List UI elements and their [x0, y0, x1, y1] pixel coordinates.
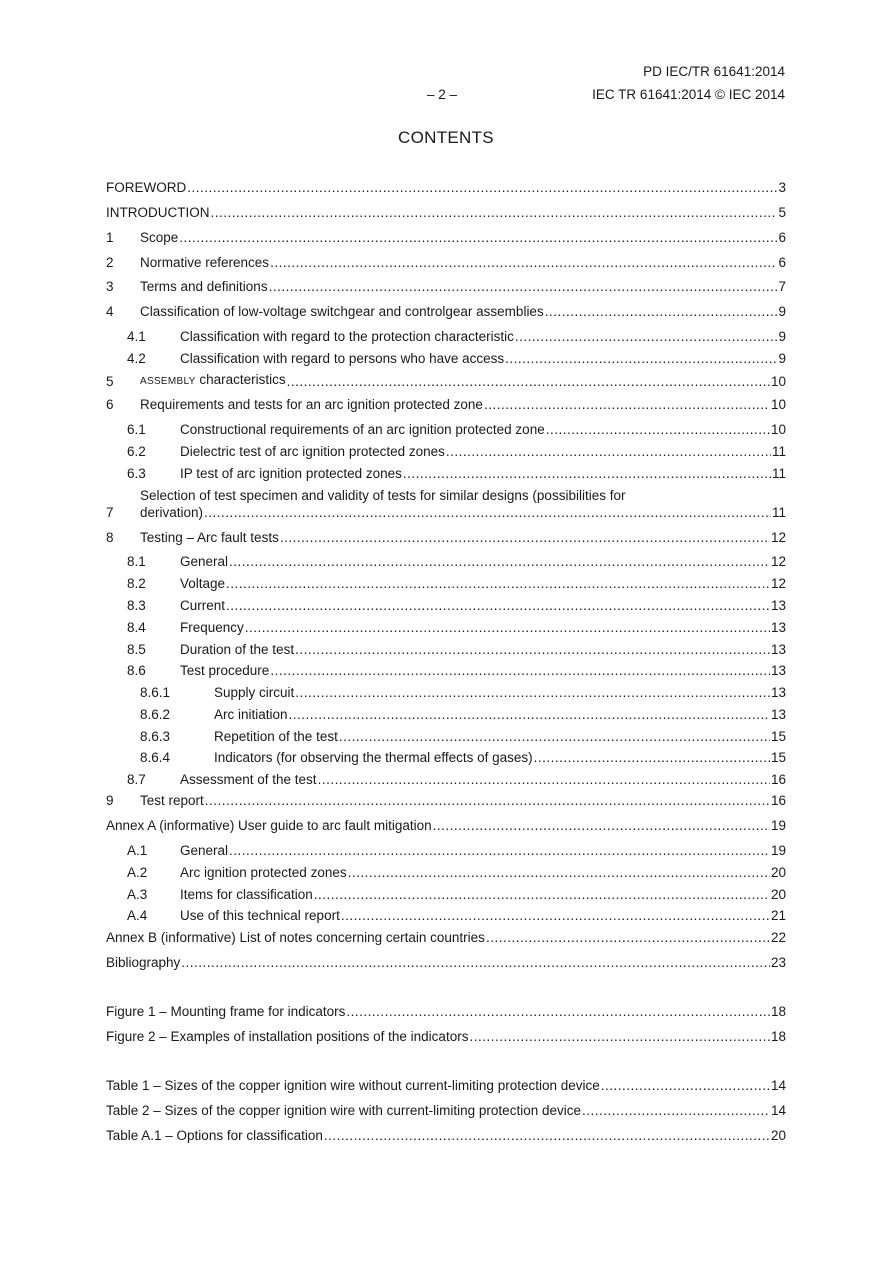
toc-entry-label-text: Scope [140, 230, 179, 245]
toc-entry-number: 8 [106, 530, 114, 545]
toc-entry-label-text: Normative references [140, 255, 270, 270]
toc-entry[interactable] [106, 465, 786, 482]
toc-entry-page: 6 [778, 255, 786, 270]
toc-entry-label-text: Figure 2 – Examples of installation positions of the indicators [106, 1029, 469, 1044]
toc-dot-leader [289, 706, 770, 723]
toc-entry-label [214, 684, 294, 701]
toc-entry[interactable] [106, 371, 786, 390]
toc-entry[interactable] [106, 1127, 786, 1144]
header-page-number: – 2 – [427, 87, 458, 102]
toc-dot-leader [545, 303, 778, 320]
toc-entry[interactable] [106, 728, 786, 745]
toc-entry-label [180, 350, 504, 367]
toc-entry-page: 10 [770, 397, 786, 412]
toc-entry-number: 3 [106, 279, 114, 294]
toc-entry-label-text: Table 1 – Sizes of the copper ignition wire without current-limiting protection device [106, 1078, 600, 1093]
toc-entry[interactable] [106, 1102, 786, 1119]
toc-entry[interactable] [106, 907, 786, 924]
toc-dot-leader [314, 886, 770, 903]
toc-entry-label-text: Testing – Arc fault tests [140, 530, 279, 545]
toc-entry-page: 9 [778, 351, 786, 366]
toc-entry-page: 12 [770, 576, 786, 591]
toc-entry-page: 14 [770, 1078, 786, 1093]
toc-dot-leader [515, 328, 778, 345]
toc-entry-label [180, 443, 445, 460]
toc-entry-page: 23 [770, 955, 786, 970]
toc-entry[interactable] [106, 641, 786, 658]
toc-entry-label-text: FOREWORD [106, 180, 187, 195]
toc-entry-label-text: Frequency [180, 620, 244, 635]
toc-entry-page: 18 [770, 1004, 786, 1019]
toc-dot-leader [295, 641, 770, 658]
toc-entry-number: 8.6 [127, 663, 146, 678]
toc-entry[interactable] [106, 553, 786, 570]
toc-entry-label [214, 728, 338, 745]
toc-entry-label-smallcaps: ASSEMBLY [140, 376, 196, 387]
toc-entry[interactable] [106, 303, 786, 320]
toc-entry-label [180, 575, 225, 592]
toc-entry-label-text: Annex A (informative) User guide to arc fault mitigation [106, 818, 432, 833]
toc-entry-label [140, 488, 626, 521]
toc-entry-page: 20 [770, 865, 786, 880]
toc-entry-page: 19 [770, 818, 786, 833]
toc-entry[interactable] [106, 575, 786, 592]
toc-entry-number: 6.1 [127, 422, 146, 437]
toc-dot-leader [601, 1077, 770, 1094]
toc-entry[interactable] [106, 954, 786, 971]
toc-entry-page: 13 [770, 663, 786, 678]
toc-entry[interactable] [106, 350, 786, 367]
toc-dot-leader [546, 421, 770, 438]
toc-entry-label-text: Test procedure [180, 663, 270, 678]
toc-entry-number: 8.6.3 [140, 729, 171, 744]
toc-dot-leader [318, 771, 770, 788]
toc-entry-label-text: Classification with regard to persons who have access [180, 351, 505, 366]
toc-dot-leader [226, 597, 770, 614]
toc-entry-label [140, 396, 483, 413]
toc-entry-page: 9 [778, 329, 786, 344]
toc-entry-label-text: Supply circuit [214, 685, 295, 700]
toc-entry[interactable] [106, 706, 786, 723]
toc-entry-label [214, 706, 288, 723]
toc-entry[interactable] [106, 817, 786, 834]
toc-entry-label [180, 465, 402, 482]
toc-entry-number: 8.6.1 [140, 685, 171, 700]
toc-entry[interactable] [106, 749, 786, 766]
toc-dot-leader [269, 278, 778, 295]
toc-dot-leader [181, 954, 770, 971]
toc-dot-leader [403, 465, 771, 482]
toc-entry-label-text: Figure 1 – Mounting frame for indicators [106, 1004, 346, 1019]
toc-dot-leader [226, 575, 770, 592]
toc-entry-number: 6 [106, 397, 114, 412]
toc-dot-leader [229, 842, 770, 859]
toc-entry-number: 8.3 [127, 598, 146, 613]
toc-entry-number: A.2 [127, 865, 148, 880]
toc-entry-number: 4.2 [127, 351, 146, 366]
toc-entry-label [180, 662, 269, 679]
toc-entry-label [140, 229, 178, 246]
toc-entry-page: 13 [770, 642, 786, 657]
toc-entry-label [140, 529, 279, 546]
toc-entry-number: 5 [106, 374, 114, 389]
toc-entry-label [180, 886, 313, 903]
toc-entry-number: 8.2 [127, 576, 146, 591]
toc-entry-label-rest: characteristics [195, 372, 286, 387]
toc-entry-label [180, 864, 347, 881]
toc-entry[interactable] [106, 488, 786, 521]
toc-entry-page: 3 [778, 180, 786, 195]
toc-entry-label-text: derivation) [140, 505, 204, 520]
toc-dot-leader [270, 254, 777, 271]
toc-entry-page: 9 [778, 304, 786, 319]
toc-entry-page: 6 [778, 230, 786, 245]
toc-entry-number: 8.5 [127, 642, 146, 657]
toc-entry-label-text: Duration of the test [180, 642, 295, 657]
toc-dot-leader [245, 619, 770, 636]
page-title: CONTENTS [398, 128, 494, 147]
toc-entry-label-text: Table 2 – Sizes of the copper ignition wire with current-limiting protection device [106, 1103, 581, 1118]
toc-entry-page: 20 [770, 1128, 786, 1143]
toc-entry-page: 13 [770, 598, 786, 613]
toc-entry-page: 7 [778, 279, 786, 294]
toc-entry-number: A.3 [127, 887, 148, 902]
toc-entry-number: 6.2 [127, 444, 146, 459]
toc-entry-label-text: INTRODUCTION [106, 205, 210, 220]
toc-entry[interactable] [106, 443, 786, 460]
toc-dot-leader [205, 792, 770, 809]
toc-dot-leader [295, 684, 770, 701]
toc-entry-page: 16 [770, 772, 786, 787]
toc-entry-label-text: Repetition of the test [214, 729, 338, 744]
toc-entry[interactable] [106, 328, 786, 345]
toc-entry-number: 8.7 [127, 772, 146, 787]
toc-entry-number: 8.1 [127, 554, 146, 569]
toc-entry-label-text: Classification of low-voltage switchgear and controlgear assemblies [140, 304, 544, 319]
toc-entry[interactable] [106, 1028, 786, 1045]
toc-entry-label [180, 842, 228, 859]
toc-entry[interactable] [106, 771, 786, 788]
toc-entry-label-text: Annex B (informative) List of notes concerning certain countries [106, 930, 485, 945]
toc-entry-label [180, 771, 317, 788]
toc-entry-number: 9 [106, 793, 114, 808]
toc-entry-number: 6.3 [127, 466, 146, 481]
toc-entry-page: 11 [771, 505, 786, 520]
toc-dot-leader [582, 1102, 770, 1119]
toc-entry-label-text: General [180, 843, 229, 858]
toc-dot-leader [446, 443, 771, 460]
toc-dot-leader [341, 907, 770, 924]
toc-entry-label [106, 954, 180, 971]
toc-entry-label-text: Items for classification [180, 887, 313, 902]
toc-dot-leader [534, 749, 770, 766]
toc-entry-label-text: Use of this technical report [180, 908, 340, 923]
header-copyright: IEC TR 61641:2014 © IEC 2014 [592, 87, 785, 102]
toc-entry-label-text: Indicators (for observing the thermal effects of gases) [214, 750, 533, 765]
toc-entry-page: 19 [770, 843, 786, 858]
toc-entry-label [180, 597, 225, 614]
toc-entry-label [180, 421, 545, 438]
toc-entry-page: 22 [770, 930, 786, 945]
toc-entry-label [180, 641, 294, 658]
toc-entry-number: 7 [106, 505, 114, 520]
toc-entry-label [140, 792, 204, 809]
toc-entry-number: 8.6.4 [140, 750, 171, 765]
toc-entry-number: 8.6.2 [140, 707, 171, 722]
toc-entry[interactable] [106, 421, 786, 438]
toc-entry-label-text: Table A.1 – Options for classification [106, 1128, 323, 1143]
toc-entry-label [180, 619, 244, 636]
toc-entry-label [180, 907, 340, 924]
toc-entry-number: 1 [106, 230, 114, 245]
toc-entry-label [106, 179, 186, 196]
toc-entry-page: 14 [770, 1103, 786, 1118]
toc-entry-label [214, 749, 533, 766]
toc-dot-leader [179, 229, 777, 246]
toc-entry-label [106, 817, 432, 834]
toc-entry-label-text: IP test of arc ignition protected zones [180, 466, 402, 481]
toc-entry-label-text: Test report [140, 793, 204, 808]
toc-entry-page: 16 [770, 793, 786, 808]
toc-entry-page: 13 [770, 707, 786, 722]
toc-entry[interactable] [106, 684, 786, 701]
toc-entry[interactable] [106, 204, 786, 221]
toc-entry-page: 15 [770, 729, 786, 744]
toc-entry-label-text: Arc initiation [214, 707, 288, 722]
toc-entry-number: 4 [106, 304, 114, 319]
toc-entry-page: 21 [770, 908, 786, 923]
toc-dot-leader [229, 553, 770, 570]
toc-entry-label-text: General [180, 554, 229, 569]
toc-entry-label-text: Bibliography [106, 955, 181, 970]
toc-entry[interactable] [106, 179, 786, 196]
toc-entry[interactable] [106, 396, 786, 413]
toc-dot-leader [204, 504, 771, 521]
toc-entry-label-text: Voltage [180, 576, 226, 591]
toc-entry[interactable] [106, 597, 786, 614]
toc-entry-label-text: Terms and definitions [140, 279, 268, 294]
toc-entry-page: 15 [770, 750, 786, 765]
toc-entry-page: 11 [771, 444, 786, 459]
toc-entry-page: 11 [771, 466, 786, 481]
toc-entry-label-text: Assessment of the test [180, 772, 317, 787]
toc-entry-number: 2 [106, 255, 114, 270]
toc-entry-label [180, 553, 228, 570]
toc-dot-leader [505, 350, 777, 367]
toc-entry[interactable] [106, 254, 786, 271]
toc-entry-label-text: Current [180, 598, 226, 613]
toc-entry-page: 13 [770, 620, 786, 635]
toc-entry[interactable] [106, 1077, 786, 1094]
toc-entry-label [180, 328, 514, 345]
toc-entry-label [140, 278, 268, 295]
toc-dot-leader [324, 1127, 770, 1144]
toc-entry-label-text: Requirements and tests for an arc ignition protected zone [140, 397, 483, 412]
toc-entry[interactable] [106, 229, 786, 246]
toc-entry-number: 8.4 [127, 620, 146, 635]
toc-entry-page: 10 [770, 374, 786, 389]
toc-entry-label-text: Constructional requirements of an arc ignition protected zone [180, 422, 545, 437]
toc-dot-leader [211, 204, 778, 221]
toc-dot-leader [280, 529, 770, 546]
toc-entry-page: 13 [770, 685, 786, 700]
toc-entry-page: 5 [778, 205, 786, 220]
toc-entry-label [106, 1077, 600, 1094]
toc-entry[interactable] [106, 842, 786, 859]
toc-entry[interactable] [106, 929, 786, 946]
toc-entry[interactable] [106, 1003, 786, 1020]
toc-entry-label-first-line: Selection of test specimen and validity of tests for similar designs (possibilities for [140, 488, 626, 503]
toc-entry-number: A.4 [127, 908, 148, 923]
toc-dot-leader [287, 373, 770, 390]
toc-dot-leader [433, 817, 770, 834]
toc-dot-leader [270, 662, 770, 679]
toc-dot-leader [484, 396, 770, 413]
toc-entry-label-text: Dielectric test of arc ignition protected zones [180, 444, 445, 459]
toc-dot-leader [469, 1028, 770, 1045]
toc-entry-label-text: Arc ignition protected zones [180, 865, 347, 880]
toc-entry-label [106, 1102, 581, 1119]
toc-entry-page: 12 [770, 554, 786, 569]
header-document-id: PD IEC/TR 61641:2014 [643, 64, 785, 79]
toc-entry-page: 20 [770, 887, 786, 902]
toc-entry-label [140, 254, 269, 271]
toc-entry[interactable] [106, 886, 786, 903]
toc-entry[interactable] [106, 619, 786, 636]
toc-entry[interactable] [106, 864, 786, 881]
toc-entry-label [106, 929, 485, 946]
toc-entry-label [106, 1028, 468, 1045]
toc-entry[interactable] [106, 278, 786, 295]
toc-entry-label [140, 371, 286, 390]
toc-entry-label [140, 303, 544, 320]
toc-dot-leader [348, 864, 770, 881]
toc-entry-label [106, 1003, 345, 1020]
toc-entry[interactable] [106, 529, 786, 546]
toc-entry-label [106, 1127, 323, 1144]
toc-entry-number: A.1 [127, 843, 148, 858]
toc-dot-leader [339, 728, 770, 745]
toc-entry[interactable] [106, 662, 786, 679]
toc-dot-leader [346, 1003, 770, 1020]
toc-entry-label-text: Classification with regard to the protection characteristic [180, 329, 514, 344]
toc-entry-page: 12 [770, 530, 786, 545]
toc-entry-page: 10 [770, 422, 786, 437]
toc-dot-leader [187, 179, 777, 196]
toc-entry-page: 18 [770, 1029, 786, 1044]
toc-dot-leader [486, 929, 770, 946]
toc-entry[interactable] [106, 792, 786, 809]
toc-entry-number: 4.1 [127, 329, 146, 344]
toc-entry-label [106, 204, 210, 221]
